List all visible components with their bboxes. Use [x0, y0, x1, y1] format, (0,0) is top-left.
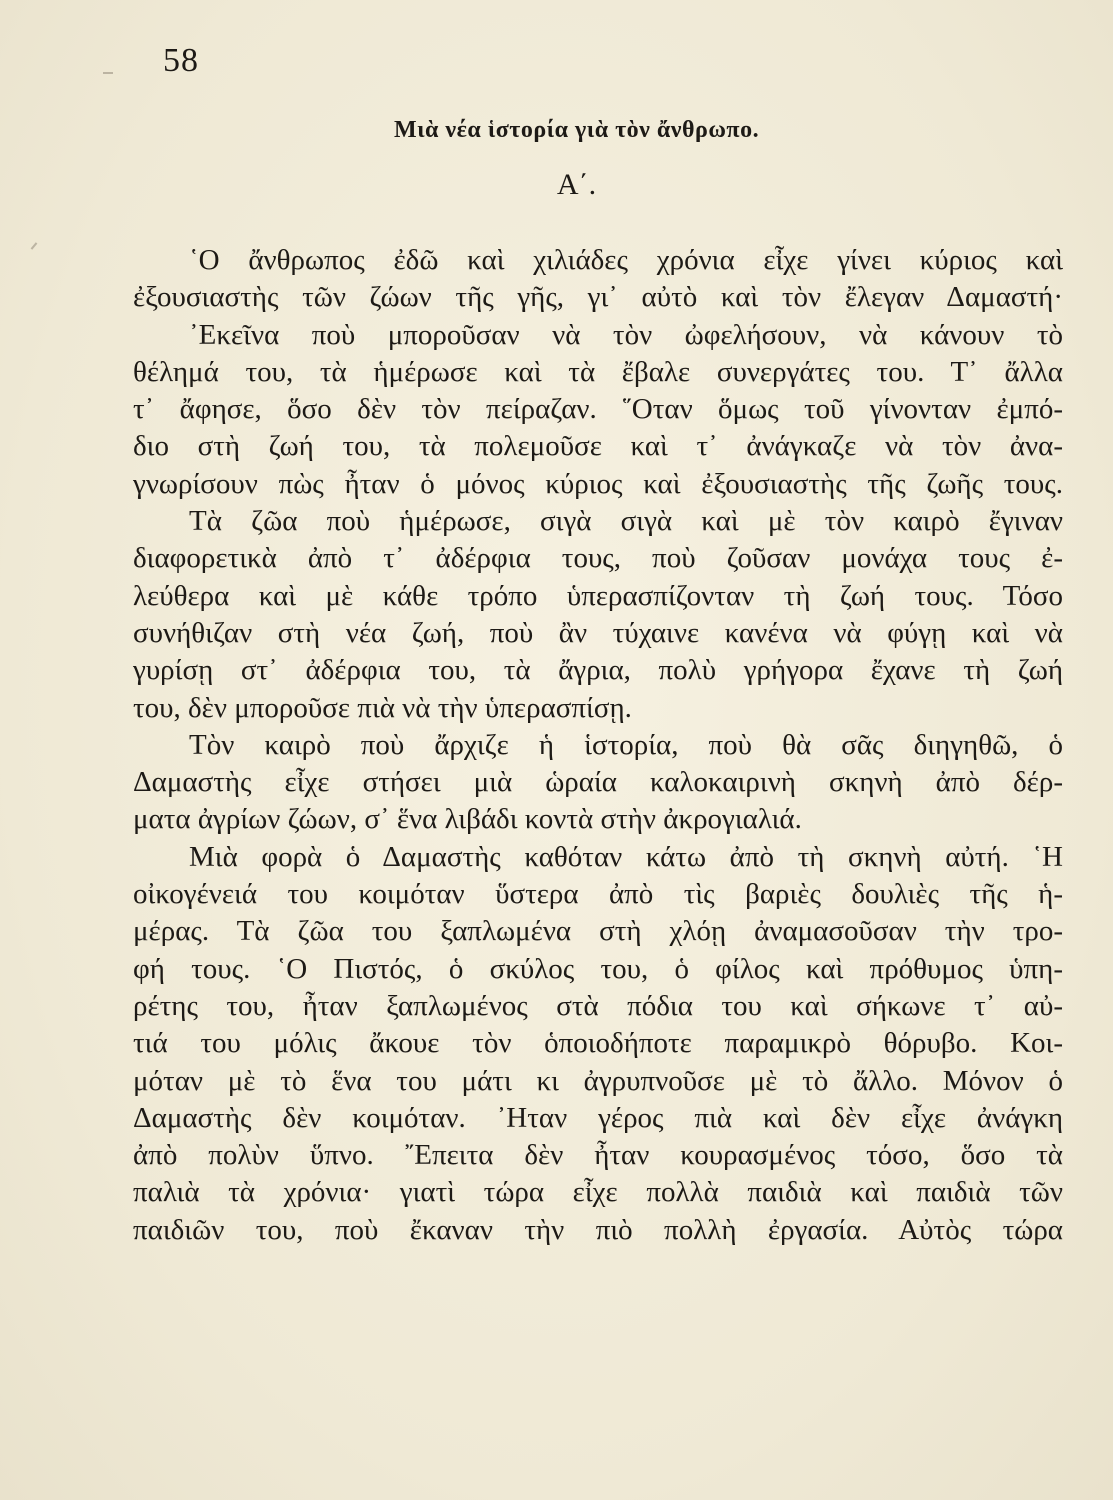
- section-number: Α΄.: [556, 168, 597, 201]
- print-speck: [103, 72, 113, 74]
- text-line: παιδιῶν του, ποὺ ἔκαναν τὴν πιὸ πολλὴ ἐργασία. Αὐτὸς τώρα: [133, 1213, 1063, 1246]
- text-line: γνωρίσουν πὼς ἦταν ὁ μόνος κύριος καὶ ἐξουσιαστὴς τῆς ζωῆς τους.: [133, 467, 1063, 500]
- text-line: μέρας. Τὰ ζῶα του ξαπλωμένα στὴ χλόῃ ἀναμασοῦσαν τὴν τρο-: [133, 915, 1063, 948]
- text-line: Δαμαστὴς εἶχε στήσει μιὰ ὡραία καλοκαιρινὴ σκηνὴ ἀπὸ δέρ-: [133, 766, 1063, 799]
- text-line: ματα ἀγρίων ζώων, σ᾽ ἕνα λιβάδι κοντὰ στὴν ἀκρογιαλιά.: [133, 803, 802, 836]
- text-line: γυρίσῃ στ᾽ ἀδέρφια του, τὰ ἄγρια, πολὺ γρήγορα ἔχανε τὴ ζωή: [133, 654, 1063, 687]
- text-line: Δαμαστὴς δὲν κοιμόταν. ᾽Ηταν γέρος πιὰ καὶ δὲν εἶχε ἀνάγκη: [133, 1101, 1063, 1134]
- chapter-title: Μιὰ νέα ἱστορία γιὰ τὸν ἄνθρωπο.: [393, 117, 760, 143]
- body-text: [133, 242, 1063, 1249]
- text-line: τ᾽ ἄφησε, ὅσο δὲν τὸν πείραζαν. ῞Οταν ὅμως τοῦ γίνονταν ἐμπό-: [133, 393, 1063, 426]
- text-line: φή τους. ῾Ο Πιστός, ὁ σκύλος του, ὁ φίλος καὶ πρόθυμος ὑπη-: [133, 952, 1063, 985]
- text-line: Μιὰ φορὰ ὁ Δαμαστὴς καθόταν κάτω ἀπὸ τὴ σκηνὴ αὐτή. ῾Η: [189, 840, 1063, 873]
- page-number: 58: [163, 42, 199, 79]
- text-line: συνήθιζαν στὴ νέα ζωή, ποὺ ἂν τύχαινε κανένα νὰ φύγῃ καὶ νὰ: [133, 616, 1063, 649]
- text-line: Τὸν καιρὸ ποὺ ἄρχιζε ἡ ἱστορία, ποὺ θὰ σᾶς διηγηθῶ, ὁ: [189, 728, 1063, 761]
- text-line: ἐξουσιαστὴς τῶν ζώων τῆς γῆς, γι᾽ αὐτὸ καὶ τὸν ἔλεγαν Δαμαστή·: [133, 281, 1063, 314]
- text-line: διαφορετικὰ ἀπὸ τ᾽ ἀδέρφια τους, ποὺ ζοῦσαν μονάχα τους ἐ-: [133, 542, 1063, 575]
- text-line: λεύθερα καὶ μὲ κάθε τρόπο ὑπερασπίζονταν τὴ ζωή τους. Τόσο: [133, 579, 1063, 612]
- text-line: τιά του μόλις ἄκουε τὸν ὁποιοδήποτε παραμικρὸ θόρυβο. Κοι-: [133, 1027, 1063, 1060]
- text-line: ρέτης του, ἦταν ξαπλωμένος στὰ πόδια του καὶ σήκωνε τ᾽ αὐ-: [133, 989, 1063, 1022]
- text-line: ἀπὸ πολὺν ὕπνο. ῎Επειτα δὲν ἦταν κουρασμένος τόσο, ὅσο τὰ: [133, 1139, 1063, 1172]
- text-line: παλιὰ τὰ χρόνια· γιατὶ τώρα εἶχε πολλὰ παιδιὰ καὶ παιδιὰ τῶν: [133, 1176, 1063, 1209]
- text-line: θέλημά του, τὰ ἡμέρωσε καὶ τὰ ἔβαλε συνεργάτες του. Τ᾽ ἄλλα: [133, 355, 1063, 388]
- text-line: Τὰ ζῶα ποὺ ἡμέρωσε, σιγὰ σιγὰ καὶ μὲ τὸν καιρὸ ἔγιναν: [189, 505, 1063, 538]
- print-speck: [31, 242, 38, 249]
- text-line: οἰκογένειά του κοιμόταν ὕστερα ἀπὸ τὶς βαριὲς δουλιὲς τῆς ἡ-: [133, 878, 1063, 911]
- text-line: ᾽Εκεῖνα ποὺ μποροῦσαν νὰ τὸν ὠφελήσουν, νὰ κάνουν τὸ: [189, 318, 1063, 351]
- text-line: του, δὲν μποροῦσε πιὰ νὰ τὴν ὑπερασπίσῃ.: [133, 691, 632, 724]
- text-line: μόταν μὲ τὸ ἕνα του μάτι κι ἀγρυπνοῦσε μὲ τὸ ἄλλο. Μόνον ὁ: [133, 1064, 1063, 1097]
- text-line: ῾Ο ἄνθρωπος ἐδῶ καὶ χιλιάδες χρόνια εἶχε γίνει κύριος καὶ: [189, 244, 1063, 276]
- text-line: διο στὴ ζωή του, τὰ πολεμοῦσε καὶ τ᾽ ἀνάγκαζε νὰ τὸν ἀνα-: [133, 430, 1063, 463]
